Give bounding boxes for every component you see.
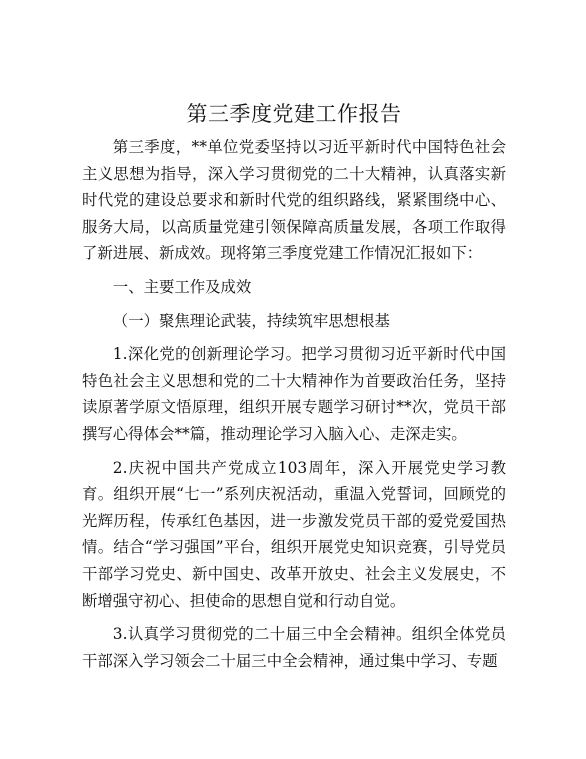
item-2-paragraph: 2.庆祝中国共产党成立103周年，深入开展党史学习教育。组织开展“七一”系列庆祝活动，重温入党誓词，回顾党的光辉历程，传承红色基因，进一步激发党员干部的爱党爱国热情。结合“学习强国”平台，组织开展党史知识竞赛，引导党员干部学习党史、新中国史、改革开放史、社会主义发展史，不断增强守初心、担使命的思想自觉和行动自觉。 xyxy=(82,458,506,610)
subsection-heading: （一）聚焦理论武装，持续筑牢思想根基 xyxy=(112,311,390,330)
intro-paragraph: 第三季度，**单位党委坚持以习近平新时代中国特色社会主义思想为指导，深入学习贯彻党的二十大精神，认真落实新时代党的建设总要求和新时代党的组织路线，紧紧围绕中心、服务大局，以高质量党建引领保障高质量发展，各项工作取得了新进展、新成效。现将第三季度党建工作情况汇报如下： xyxy=(82,138,506,263)
section-heading: 一、主要工作及成效 xyxy=(112,277,252,296)
item-1-paragraph: 1.深化党的创新理论学习。把学习贯彻习近平新时代中国特色社会主义思想和党的二十大精神作为首要政治任务，坚持读原著学原文悟原理，组织开展专题学习研讨**次，党员干部撰写心得体会**篇，推动理论学习入脑入心、走深走实。 xyxy=(82,345,506,443)
item-3-paragraph: 3.认真学习贯彻党的二十届三中全会精神。组织全体党员干部深入学习领会二十届三中全会精神，通过集中学习、专题 xyxy=(82,625,506,670)
document-page xyxy=(82,100,506,674)
document-title: 第三季度党建工作报告 xyxy=(186,102,402,126)
